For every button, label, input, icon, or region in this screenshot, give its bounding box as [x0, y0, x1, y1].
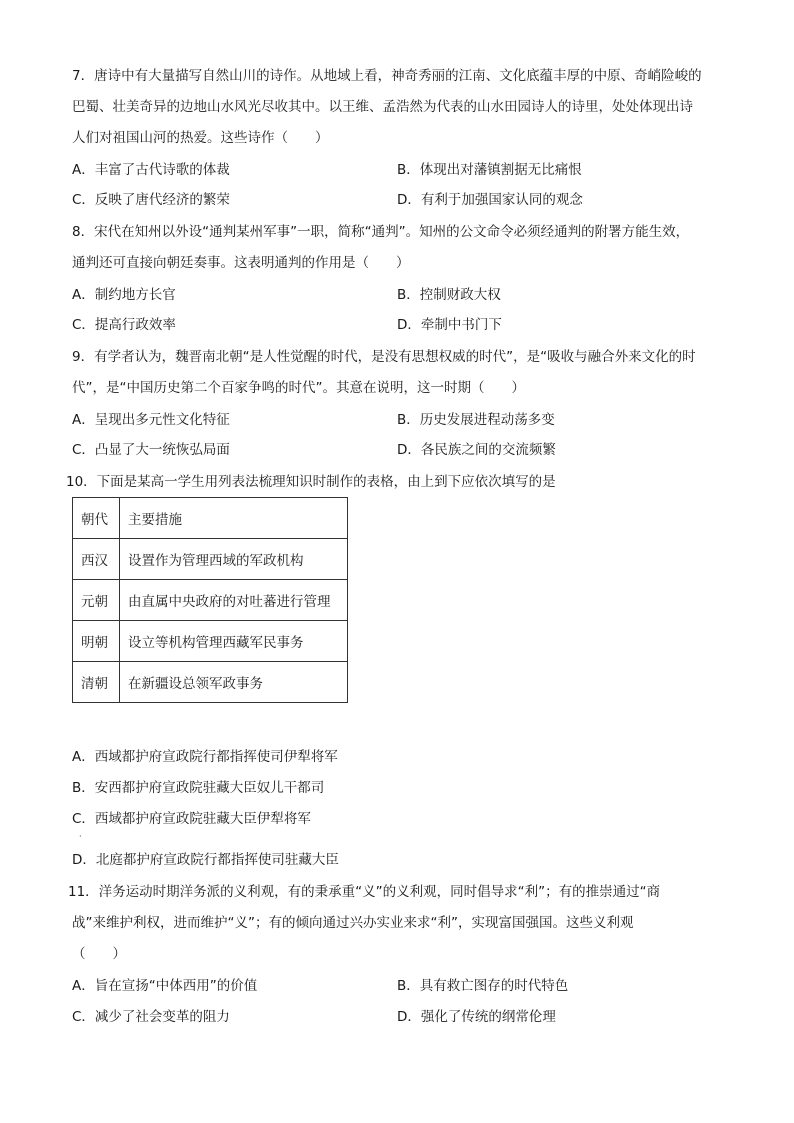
q11-stem-line-1: 11．洋务运动时期洋务派的义利观，有的秉承重“义”的义利观，同时倡导求“利”；有的推崇通过“商 [68, 884, 661, 900]
table-row [73, 621, 348, 662]
q9-option-b: B．历史发展进程动荡多变 [397, 412, 555, 428]
q11-option-c: C．减少了社会变革的阻力 [72, 1009, 230, 1025]
q8-option-c: C．提高行政效率 [72, 317, 176, 333]
table-row [73, 662, 348, 703]
q7-stem-line-3: 人们对祖国山河的热爱。这些诗作（ ） [72, 130, 329, 146]
q9-stem-line-2: 代”，是“中国历史第二个百家争鸣的时代”。其意在说明，这一时期（ ） [72, 380, 525, 396]
q10-option-b: B．安西都护府宣政院驻藏大臣奴儿干都司 [72, 780, 325, 796]
table-cell: 设置作为管理西域的军政机构 [120, 539, 348, 580]
q7-option-b: B．体现出对藩镇割据无比痛恨 [397, 162, 582, 178]
q9-option-a: A．呈现出多元性文化特征 [72, 412, 230, 428]
table-cell: 由直属中央政府的对吐蕃进行管理 [120, 580, 348, 621]
table-cell: 清朝 [73, 662, 120, 703]
q7-stem-line-2: 巴蜀、壮美奇异的边地山水风光尽收其中。以王维、孟浩然为代表的山水田园诗人的诗里，处处体现出诗 [72, 99, 693, 115]
q10-table [72, 497, 348, 703]
table-cell: 西汉 [73, 539, 120, 580]
q7-option-a: A．丰富了古代诗歌的体裁 [72, 162, 230, 178]
q8-option-d: D．牵制中书门下 [397, 317, 502, 333]
q8-option-a: A．制约地方长官 [72, 287, 176, 303]
q9-option-c: C．凸显了大一统恢弘局面 [72, 442, 230, 458]
q11-option-a: A．旨在宣扬“中体西用”的价值 [72, 978, 258, 994]
table-cell: 元朝 [73, 580, 120, 621]
q10-option-a: A．西域都护府宣政院行都指挥使司伊犁将军 [72, 749, 338, 765]
table-cell: 主要措施 [120, 498, 348, 539]
table-cell: 设立等机构管理西藏军民事务 [120, 621, 348, 662]
table-cell: 在新疆设总领军政事务 [120, 662, 348, 703]
table-cell: 明朝 [73, 621, 120, 662]
q9-option-d: D．各民族之间的交流频繁 [397, 442, 556, 458]
q10-option-d: D．北庭都护府宣政院行都指挥使司驻藏大臣 [72, 852, 339, 868]
q10-option-c: C．西域都护府宣政院驻藏大臣伊犁将军 [72, 811, 311, 827]
table-row [73, 498, 348, 539]
q7-option-c: C．反映了唐代经济的繁荣 [72, 192, 230, 208]
table-row [73, 539, 348, 580]
q7-stem-line-1: 7．唐诗中有大量描写自然山川的诗作。从地域上看，神奇秀丽的江南、文化底蕴丰厚的中原、奇峭险峻的 [72, 68, 702, 84]
table-cell: 朝代 [73, 498, 120, 539]
q8-option-b: B．控制财政大权 [397, 287, 501, 303]
q9-stem-line-1: 9．有学者认为，魏晋南北朝“是人性觉醒的时代，是没有思想权威的时代”，是“吸收与融合外来文化的时 [72, 349, 696, 365]
q8-stem-line-2: 通判还可直接向朝廷奏事。这表明通判的作用是（ ） [72, 255, 410, 271]
stray-dot: · [79, 832, 82, 841]
q11-option-d: D．强化了传统的纲常伦理 [397, 1009, 556, 1025]
q7-option-d: D．有利于加强国家认同的观念 [397, 192, 583, 208]
q11-stem-line-3: （ ） [72, 946, 126, 962]
table-row [73, 580, 348, 621]
q8-stem-line-1: 8．宋代在知州以外设“通判某州军事”一职，简称“通判”。知州的公文命令必须经通判的附署方能生效， [72, 224, 690, 240]
q11-stem-line-2: 战”来维护利权，进而维护“义”；有的倾向通过兴办实业来求“利”，实现富国强国。这些义利观 [72, 915, 634, 931]
q10-stem: 10．下面是某高一学生用列表法梳理知识时制作的表格，由上到下应依次填写的是 [66, 474, 556, 490]
q11-option-b: B．具有救亡图存的时代特色 [397, 978, 569, 994]
